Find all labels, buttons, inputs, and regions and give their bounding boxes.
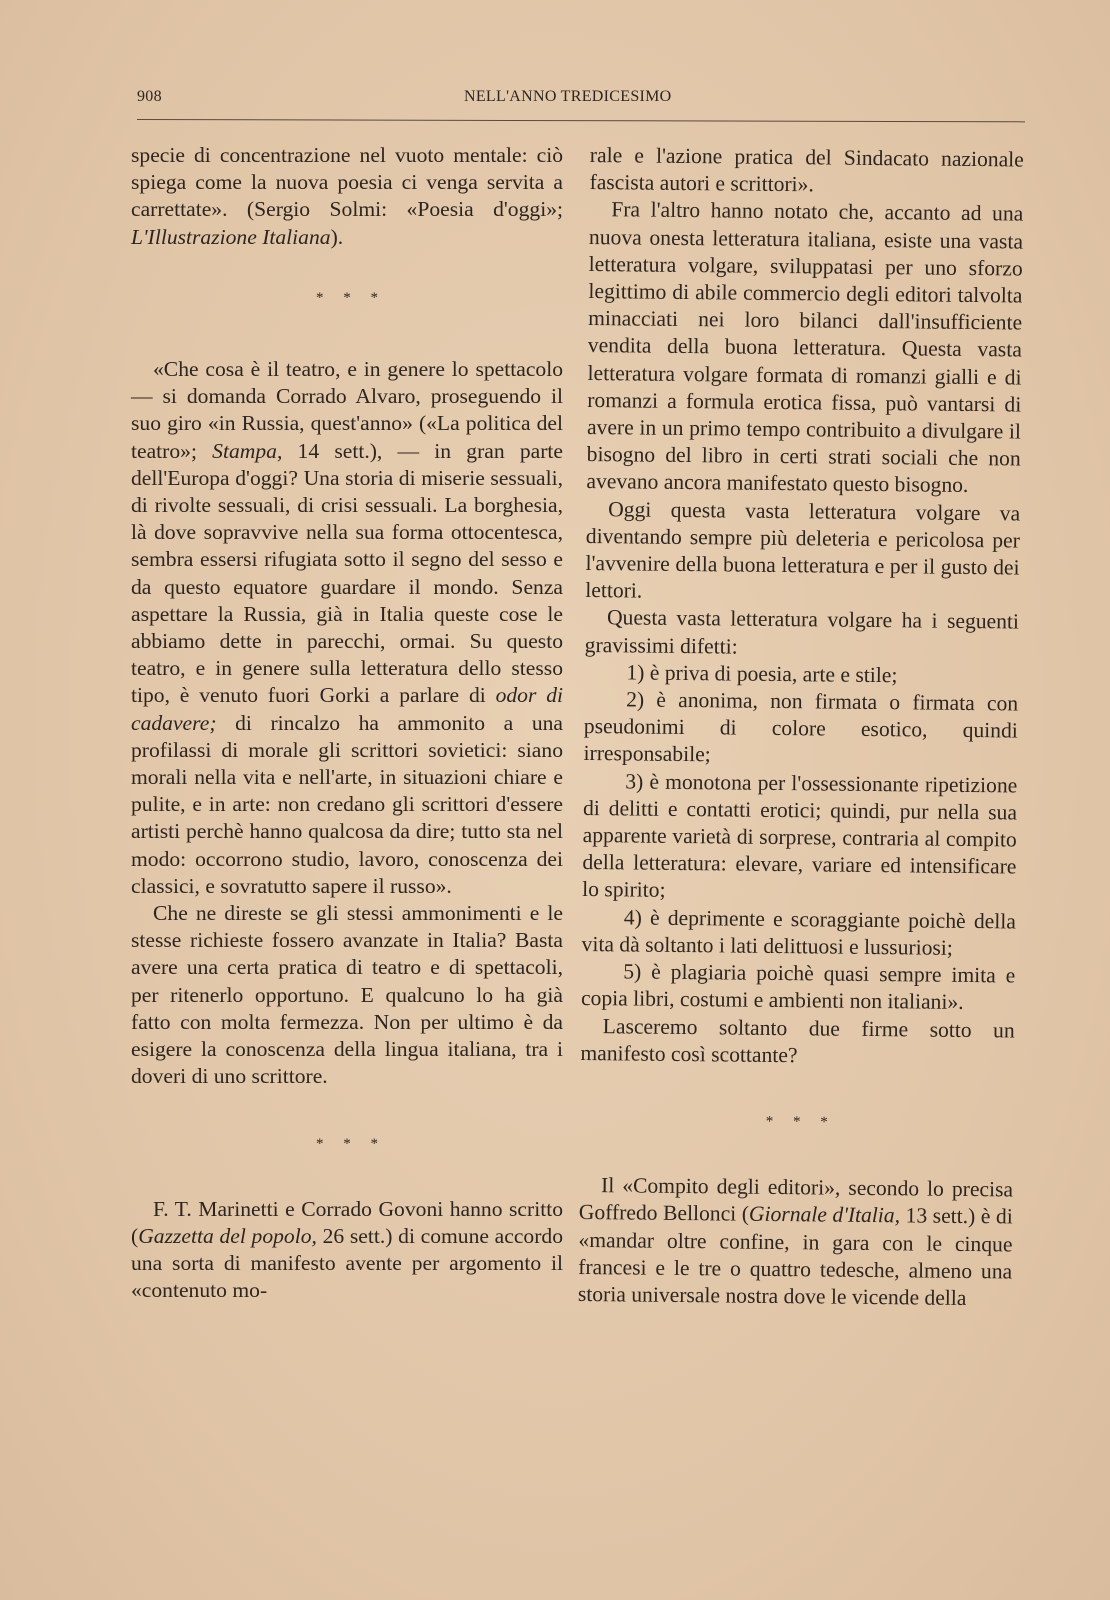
section-separator: * * * xyxy=(316,1135,386,1152)
page-number: 908 xyxy=(137,88,162,105)
italic-phrase: odor di cadavere; xyxy=(131,683,563,735)
italic-title: Giornale d'Italia, xyxy=(748,1202,901,1228)
italic-title: Gazzetta del popolo, xyxy=(138,1223,317,1248)
header-rule xyxy=(137,119,1025,122)
list-item: 5) è plagiaria poichè quasi sempre imita e copia libri, costumi e ambienti non italiani». xyxy=(580,959,1016,1015)
paragraph: F. T. Marinetti e Corrado Govoni hanno scritto (Gazzetta del popolo, 26 sett.) di comune accordo una sorta di manifesto avente per argomento il «contenuto mo- xyxy=(131,1196,563,1303)
paragraph: Che ne direste se gli stessi ammonimenti e le stesse richieste fossero avanzate in Italia? Basta avere una certa pratica di teatro e di spettacoli, per ritenerlo opportuno. E qualcuno lo ha già fatto con molta fermezza. Non per ultimo è da esigere la conoscenza della lingua italiana, tra i doveri di uno scrittore. xyxy=(131,901,563,1089)
left-column xyxy=(131,142,563,1305)
paragraph: Fra l'altro hanno notato che, accanto ad una nuova onesta letteratura italiana, esiste una vasta letteratura volgare, sviluppatasi per uno sforzo legittimo di abile commercio degli editori talvolta minacciati nei loro bilanci dall'insufficiente vendita della buona letteratura. Questa vasta letteratura volgare formata di romanzi gialli e di romanzi a formula erotica fissa, può vantarsi di avere in un primo tempo contribuito a divulgare il bisogno del libro in certi strati sociali che non avevano ancora manifestato questo bisogno. xyxy=(586,197,1024,498)
paragraph: Lasceremo soltanto due firme sotto un manifesto così scottante? xyxy=(580,1013,1015,1067)
right-column xyxy=(577,142,1024,1310)
paragraph: Questa vasta letteratura volgare ha i seguenti gravissimi difetti: xyxy=(584,605,1020,659)
running-title: NELL'ANNO TREDICESIMO xyxy=(464,88,672,105)
paragraph: specie di concentrazione nel vuoto mentale: ciò spiega come la nuova poesia ci venga servita a carrettate». (Sergio Solmi: «Poesia d'oggi»; L'Illustrazione Italiana). xyxy=(131,143,563,249)
list-item: 1) è priva di poesia, arte e stile; xyxy=(626,660,898,688)
paragraph: rale e l'azione pratica del Sindacato nazionale fascista autori e scrittori». xyxy=(589,142,1024,197)
paragraph: Il «Compito degli editori», secondo lo precisa Goffredo Bellonci (Giornale d'Italia, 13 sett.) è di «mandar oltre confine, in gara con le cinque francesi e le tre o quattro tedesche, almeno una storia universale nostra dove le vicende della xyxy=(577,1173,1014,1310)
italic-title: L'Illustrazione Italiana xyxy=(131,224,331,249)
section-separator: * * * xyxy=(765,1113,836,1131)
paragraph: «Che cosa è il teatro, e in genere lo spettacolo — si domanda Corrado Alvaro, proseguendo il suo giro «in Russia, quest'anno» («La politica del teatro»; Stampa, 14 sett.), — in gran parte dell'Europa d'oggi? Una storia di miserie sessuali, di rivolte sessuali, di crisi sessuali. La borghesia, là dove sopravvive nella sua forma ottocentesca, sembra essersi rifugiata sotto il segno del sesso e da questo equatore guardare il mondo. Senza aspettare la Russia, già in Italia queste cose le abbiamo dette in parecchi, ormai. Su questo teatro, e in genere sulla letteratura dello stesso tipo, è venuto fuori Gorki a parlare di odor di cadavere; di rincalzo ha ammonito a una profilassi di morale gli scrittori sovietici: siano morali nella vita e nell'arte, in situazioni chiare e pulite, e in arte: non credano gli scrittori d'essere artisti perchè hanno qualcosa da dire; tutto sta nel modo: occorrono studio, lavoro, conoscenza dei classici, e sovratutto sapere il russo». xyxy=(131,357,563,898)
list-item: 4) è deprimente e scoraggiante poichè della vita dà soltanto i lati delittuosi e lussuriosi; xyxy=(581,905,1016,960)
list-item: 3) è monotona per l'ossessionante ripetizione di delitti e contatti erotici; quindi, pur nella sua apparente varietà di sorprese, contraria al compito della letteratura: elevare, variare ed intensificare lo spirito; xyxy=(582,769,1018,903)
page-header xyxy=(137,88,1027,112)
paragraph: Oggi questa vasta letteratura volgare va diventando sempre più deleteria e pericolosa per l'avvenire della buona letteratura e per il gusto dei lettori. xyxy=(585,496,1021,603)
right-column-body xyxy=(578,142,1024,1313)
section-separator: * * * xyxy=(316,289,386,306)
list-item: 2) è anonima, non firmata o firmata con pseudonimi di colore esotico, quindi irresponsabile; xyxy=(583,687,1019,767)
italic-title: Stampa, xyxy=(212,438,283,463)
